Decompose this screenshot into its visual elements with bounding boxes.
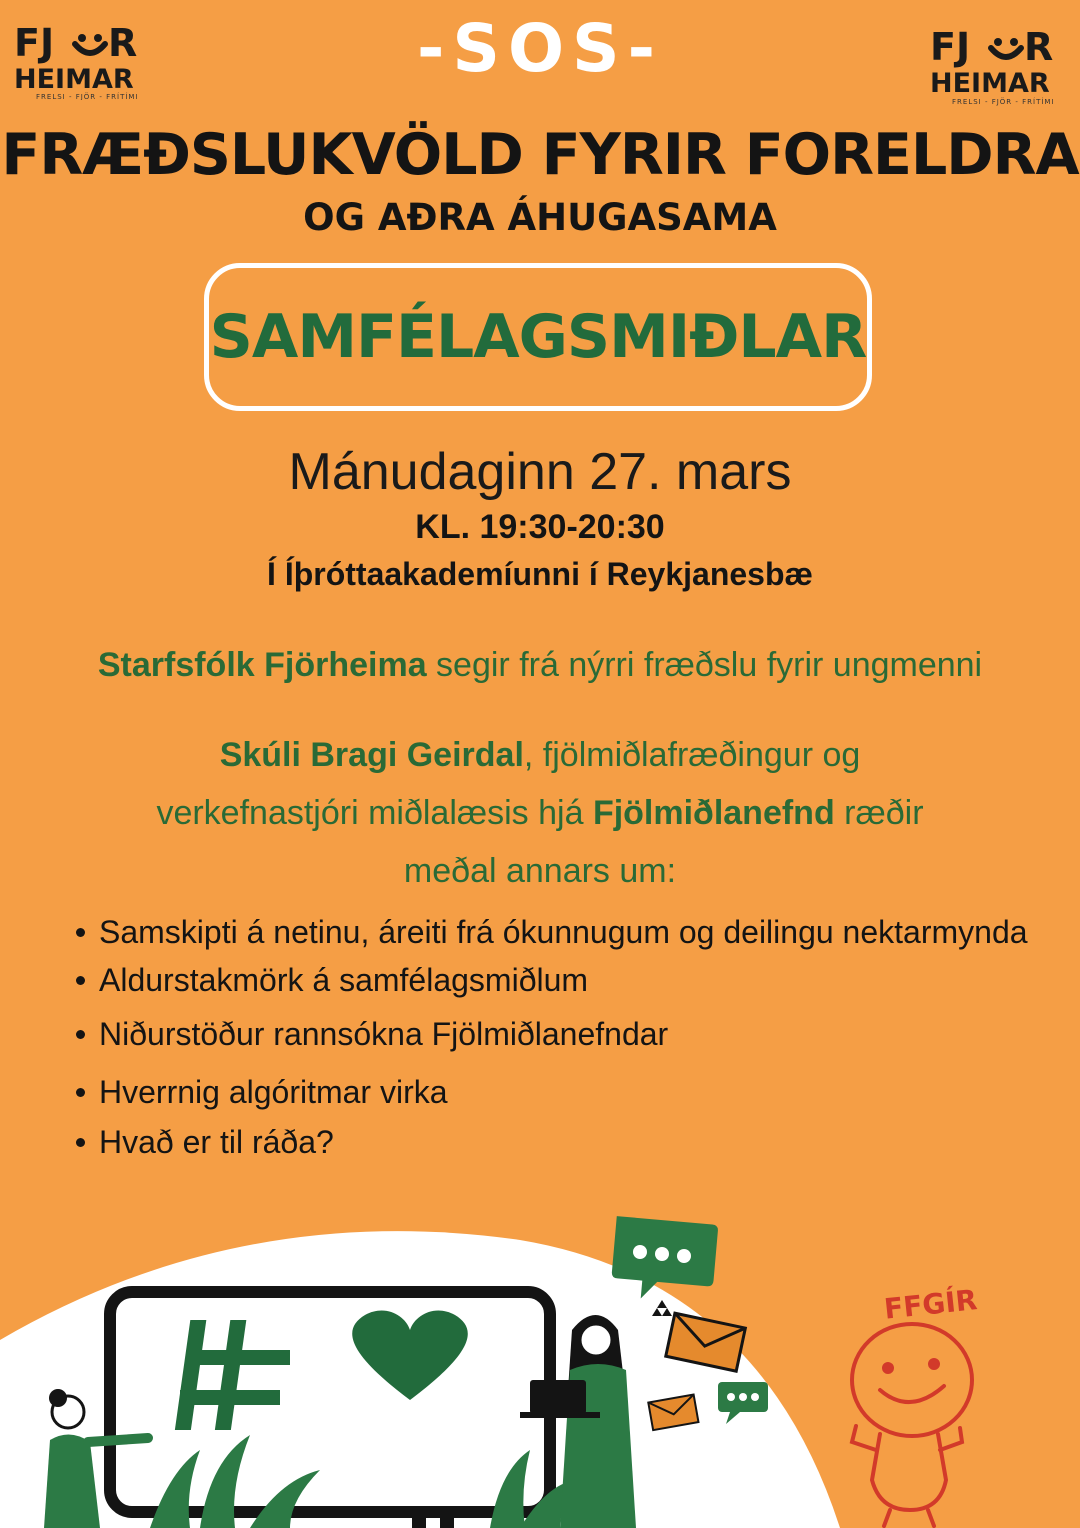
topic-heading: SAMFÉLAGSMIÐLAR: [209, 302, 867, 372]
intro-line-staff: [0, 646, 1080, 685]
speaker-name: Skúli Bragi Geirdal: [219, 736, 524, 774]
ffgir-mascot-illustration: [852, 1282, 979, 1526]
staff-name: Starfsfólk Fjörheima: [97, 646, 427, 684]
event-date: Mánudaginn 27. mars: [288, 443, 792, 501]
event-time: KL. 19:30-20:30: [415, 508, 665, 546]
logo-text: HEIMAR: [14, 64, 134, 95]
bullet-icon: [76, 928, 85, 937]
bullet-icon: [76, 1088, 85, 1097]
bullet-icon: [76, 1030, 85, 1039]
list-item: [76, 1016, 668, 1053]
logo-tagline: FRELSI - FJÖR - FRÍTÍMI: [36, 93, 139, 100]
list-item: [76, 962, 588, 999]
list-item-text: Hverrnig algóritmar virka: [99, 1074, 448, 1110]
logo-tagline: FRELSI - FJÖR - FRÍTÍMI: [952, 98, 1055, 106]
list-item: [76, 1074, 448, 1111]
role-verb: ræðir: [834, 794, 924, 832]
intro-line-speaker: [0, 736, 1080, 775]
laptop-icon: [530, 1380, 586, 1414]
organization-name: Fjölmiðlanefnd: [592, 794, 835, 832]
list-item-text: Aldurstakmörk á samfélagsmiðlum: [99, 962, 589, 998]
intro-line-topics: meðal annars um:: [403, 852, 677, 890]
svg-text:FJ: FJ: [14, 22, 55, 65]
list-item: [76, 914, 1028, 951]
page-subtitle: OG AÐRA ÁHUGASAMA: [303, 196, 777, 239]
event-place: Í Íþróttaakademíunni í Reykjanesbæ: [267, 556, 813, 592]
bullet-icon: [76, 1138, 85, 1147]
sos-heading: -SOS-: [417, 10, 663, 87]
role-text: verkefnastjóri miðlalæsis hjá: [156, 794, 593, 832]
list-item-text: Samskipti á netinu, áreiti frá ókunnugum og deilingu nektarmynda: [99, 914, 1028, 950]
list-item-text: Hvað er til ráða?: [99, 1124, 334, 1160]
topic-box: [204, 263, 872, 411]
social-media-illustration: [0, 1180, 1080, 1528]
intro-line-role: [0, 794, 1080, 833]
page-title: FRÆÐSLUKVÖLD FYRIR FORELDRA: [1, 122, 1079, 188]
bullet-icon: [76, 976, 85, 985]
list-item-text: Niðurstöður rannsókna Fjölmiðlanefndar: [99, 1016, 669, 1052]
speaker-title: , fjölmiðlafræðingur og: [523, 736, 861, 774]
mascot-label: FFGÍR: [882, 1283, 979, 1326]
staff-description: segir frá nýrri fræðslu fyrir ungmenni: [426, 646, 983, 684]
svg-text:FJ: FJ: [930, 25, 971, 69]
list-item: [76, 1124, 334, 1161]
logo-text: HEIMAR: [930, 68, 1050, 99]
svg-text:R: R: [108, 22, 138, 65]
svg-text:R: R: [1024, 25, 1054, 69]
